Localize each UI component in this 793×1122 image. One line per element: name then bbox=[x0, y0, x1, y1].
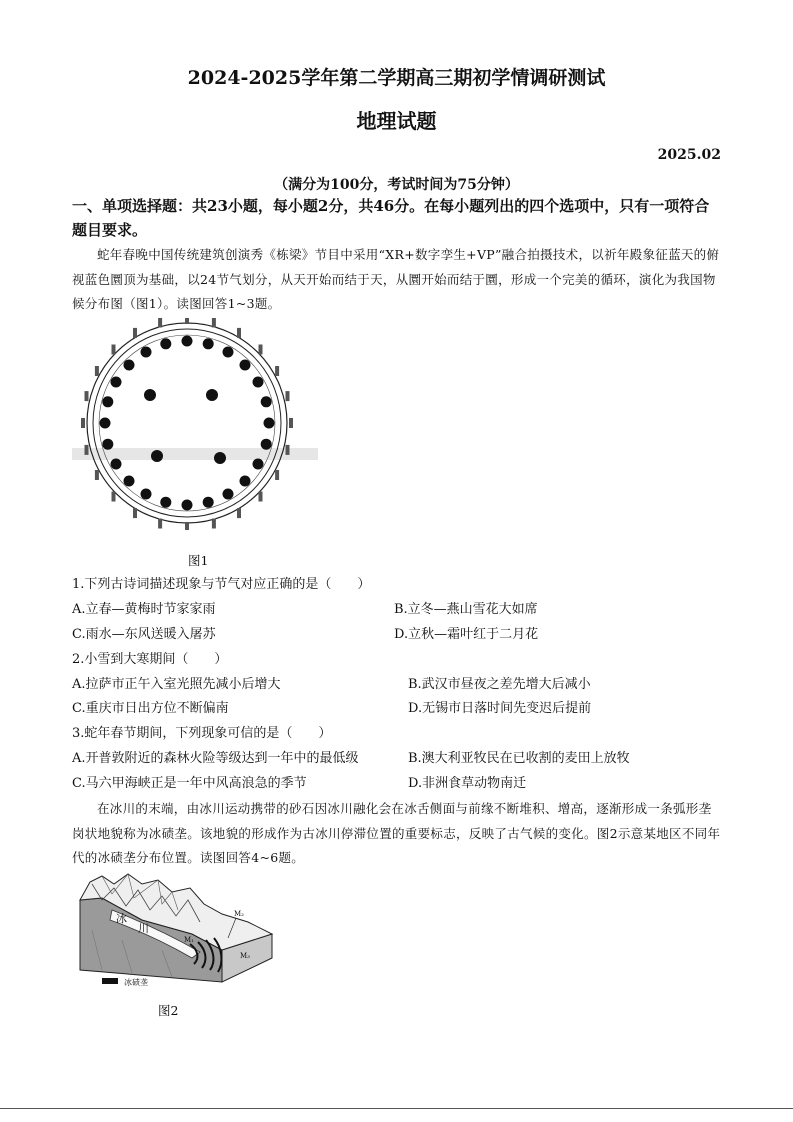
figure-2-moraine-diagram bbox=[72, 870, 278, 994]
phenology-diagram bbox=[72, 318, 318, 530]
question-2-option-d: D.无锡市日落时间先变迟后提前 bbox=[408, 701, 592, 716]
outer-label-mark bbox=[85, 391, 89, 401]
solar-term-dot bbox=[124, 360, 135, 371]
solar-term-dot bbox=[203, 338, 214, 349]
outer-label-mark bbox=[185, 522, 189, 530]
passage-1: 蛇年春晚中国传统建筑创演秀《栋梁》节目中采用“XR+数字孪生+VP”融合拍摄技术，以祈年殿象征蓝天的俯视蓝色圜顶为基础，以24节气划分，从天开始而结于天，从圜开始而结于圜，形成一个完美的循环，演化为我国物候分布图（图1）。读图回答1~3题。 bbox=[72, 247, 720, 311]
figure-1-phenology-circle bbox=[72, 318, 318, 530]
solar-term-dot bbox=[253, 377, 264, 388]
solar-term-dot bbox=[141, 489, 152, 500]
legend-label: 冰碛垄 bbox=[124, 978, 148, 987]
outer-label-mark bbox=[112, 345, 116, 355]
inner-dot bbox=[206, 389, 218, 401]
outer-label-mark bbox=[212, 318, 216, 328]
solar-term-dot bbox=[240, 360, 251, 371]
moraine-label-m1: M₁ bbox=[184, 936, 194, 944]
outer-label-mark bbox=[185, 318, 189, 324]
outer-label-mark bbox=[95, 470, 99, 480]
exam-date: 2025.02 bbox=[657, 147, 721, 163]
question-1-option-d: D.立秋—霜叶红于二月花 bbox=[394, 627, 539, 642]
question-1-stem: 1.下列古诗词描述现象与节气对应正确的是（ ） bbox=[72, 577, 371, 592]
outer-label-mark bbox=[275, 366, 279, 376]
outer-label-mark bbox=[237, 508, 241, 518]
glacier-label-2: 川 bbox=[138, 922, 149, 935]
figure-2-caption: 图2 bbox=[158, 1003, 179, 1018]
outer-label-mark bbox=[286, 445, 290, 455]
outer-label-mark bbox=[85, 445, 89, 455]
outer-label-mark bbox=[286, 391, 290, 401]
question-3-option-d: D.非洲食草动物南迁 bbox=[408, 776, 527, 791]
solar-term-dot bbox=[182, 336, 193, 347]
solar-term-dot bbox=[182, 500, 193, 511]
solar-term-dot bbox=[100, 418, 111, 429]
question-1-option-c: C.雨水—东风送暖入屠苏 bbox=[72, 627, 216, 642]
solar-term-dot bbox=[253, 459, 264, 470]
section-heading: 一、单项选择题：共23小题，每小题2分，共46分。在每小题列出的四个选项中，只有一项符合题目要求。 bbox=[72, 197, 710, 239]
solar-term-dot bbox=[111, 377, 122, 388]
page-bottom-rule bbox=[0, 1108, 793, 1109]
inner-dot bbox=[214, 452, 226, 464]
question-1-option-a: A.立春—黄梅时节家家雨 bbox=[72, 602, 216, 617]
moraine-label-m2: M₂ bbox=[234, 910, 244, 918]
solar-term-dot bbox=[124, 476, 135, 487]
solar-term-dot bbox=[102, 439, 113, 450]
outer-label-mark bbox=[112, 492, 116, 502]
question-2-stem: 2.小雪到大寒期间（ ） bbox=[72, 652, 228, 667]
question-3-stem: 3.蛇年春节期间，下列现象可信的是（ ） bbox=[72, 726, 332, 741]
solar-term-dot bbox=[141, 347, 152, 358]
solar-term-dot bbox=[111, 459, 122, 470]
outer-label-mark bbox=[259, 345, 263, 355]
question-2-option-b: B.武汉市昼夜之差先增大后减小 bbox=[408, 677, 591, 692]
question-2-option-c: C.重庆市日出方位不断偏南 bbox=[72, 701, 229, 716]
outer-label-mark bbox=[289, 418, 293, 428]
outer-label-mark bbox=[133, 508, 137, 518]
question-3-option-c: C.马六甲海峡正是一年中风高浪急的季节 bbox=[72, 776, 307, 791]
passage-2: 在冰川的末端，由冰川运动携带的砂石因冰川融化会在冰舌侧面与前缘不断堆积、增高，逐渐形成一条弧形垄岗状地貌称为冰碛垄。该地貌的形成作为古冰川停滞位置的重要标志，反映了古气候的变化。图2示意某地区不同年代的冰碛垄分布位置。读图回答4~6题。 bbox=[72, 801, 721, 865]
solar-term-dot bbox=[261, 439, 272, 450]
moraine-label-m3: M₃ bbox=[240, 952, 250, 960]
inner-dot bbox=[151, 450, 163, 462]
question-3-option-a: A.开普敦附近的森林火险等级达到一年中的最低级 bbox=[72, 751, 359, 766]
exam-title: 2024-2025学年第二学期高三期初学情调研测试 bbox=[187, 67, 606, 89]
solar-term-dot bbox=[160, 338, 171, 349]
question-1-option-b: B.立冬—燕山雪花大如席 bbox=[394, 602, 538, 617]
solar-term-dot bbox=[240, 476, 251, 487]
outer-label-mark bbox=[237, 328, 241, 338]
solar-term-dot bbox=[203, 497, 214, 508]
outer-label-mark bbox=[212, 519, 216, 529]
solar-term-dot bbox=[223, 347, 234, 358]
outer-label-mark bbox=[259, 492, 263, 502]
question-2-option-a: A.拉萨市正午入室光照先减小后增大 bbox=[72, 677, 281, 692]
legend-swatch bbox=[102, 978, 118, 984]
outer-label-mark bbox=[81, 418, 85, 428]
inner-dot bbox=[144, 389, 156, 401]
score-time-note: （满分为100分，考试时间为75分钟） bbox=[274, 177, 519, 193]
outer-label-mark bbox=[158, 519, 162, 529]
solar-term-dot bbox=[264, 418, 275, 429]
subject-title: 地理试题 bbox=[356, 109, 437, 133]
outer-label-mark bbox=[133, 328, 137, 338]
outer-label-mark bbox=[95, 366, 99, 376]
outer-label-mark bbox=[275, 470, 279, 480]
solar-term-dot bbox=[160, 497, 171, 508]
glacier-label-1: 冰 bbox=[116, 912, 127, 925]
moraine-block-diagram bbox=[72, 870, 278, 994]
solar-term-dot bbox=[261, 396, 272, 407]
figure-1-caption: 图1 bbox=[188, 553, 209, 568]
solar-term-dot bbox=[102, 396, 113, 407]
question-3-option-b: B.澳大利亚牧民在已收割的麦田上放牧 bbox=[408, 751, 630, 766]
outer-label-mark bbox=[158, 318, 162, 328]
solar-term-dot bbox=[223, 489, 234, 500]
